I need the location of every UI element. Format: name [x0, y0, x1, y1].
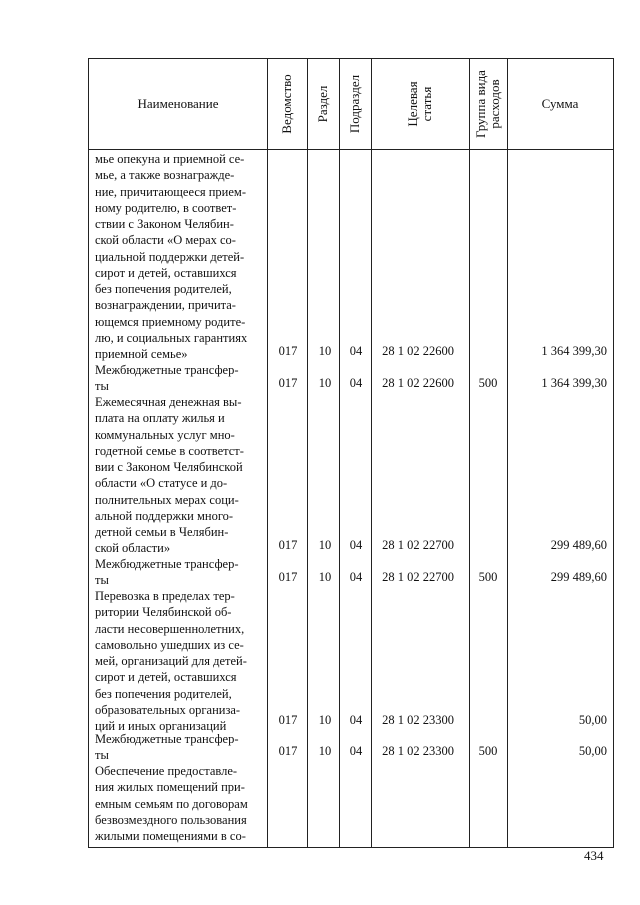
celevaya-cell: 28 1 02 22700 — [382, 570, 454, 584]
name-line: жилыми помещениями в со- — [95, 829, 246, 843]
podrazdel-cell: 04 — [349, 570, 363, 584]
column-divider — [307, 59, 308, 847]
header-name-label: Наименование — [137, 96, 219, 111]
name-line: циальной поддержки детей- — [95, 249, 245, 264]
name-line: полнительных мерах соци- — [95, 492, 239, 507]
razdel-cell: 10 — [318, 538, 332, 552]
razdel-cell: 10 — [318, 376, 332, 390]
name-line: ты — [95, 379, 109, 394]
podrazdel-cell: 04 — [349, 538, 363, 552]
name-line: Обеспечение предоставле- — [95, 764, 238, 778]
name-line: вознаграждении, причита- — [95, 298, 236, 313]
column-divider — [339, 59, 340, 847]
vedomstvo-cell: 017 — [278, 713, 298, 727]
name-line: ствии с Законом Челябин- — [95, 217, 234, 231]
header-razdel — [307, 59, 339, 149]
celevaya-cell: 28 1 02 22600 — [382, 344, 454, 358]
row-name — [95, 394, 267, 557]
name-line: вии с Законом Челябинской — [95, 460, 243, 474]
vedomstvo-cell: 017 — [278, 570, 298, 584]
vedomstvo-cell: 017 — [278, 744, 298, 758]
header-gruppa-label: Группа вида расходов — [473, 70, 502, 138]
row-name — [95, 731, 267, 764]
column-divider — [507, 59, 508, 847]
celevaya-cell: 28 1 02 23300 — [382, 713, 454, 727]
name-line: ние, причитающееся прием- — [95, 184, 246, 199]
header-gruppa — [469, 59, 507, 149]
name-line: ты — [95, 573, 109, 588]
name-line: мье, а также вознагражде- — [95, 168, 235, 183]
summa-cell: 299 489,60 — [550, 538, 607, 552]
column-divider — [371, 59, 372, 847]
column-divider — [469, 59, 470, 847]
podrazdel-cell: 04 — [349, 713, 363, 727]
gruppa-cell: 500 — [478, 570, 498, 584]
name-line: Межбюджетные трансфер- — [95, 557, 239, 571]
header-podrazdel — [339, 59, 371, 149]
name-line: детной семьи в Челябин- — [95, 525, 229, 539]
name-line: образовательных организа- — [95, 702, 241, 717]
summa-cell: 1 364 399,30 — [541, 344, 607, 358]
summa-cell: 299 489,60 — [550, 570, 607, 584]
name-line: ритории Челябинской об- — [95, 605, 232, 620]
row-name — [95, 556, 267, 589]
name-line: ния жилых помещений при- — [95, 780, 245, 795]
name-line: без попечения родителей, — [95, 282, 232, 296]
name-line: Перевозка в пределах тер- — [95, 589, 235, 603]
name-line: Межбюджетные трансфер- — [95, 363, 239, 377]
row-name — [95, 362, 267, 395]
name-line: ющемся приемному родите- — [95, 314, 246, 329]
summa-cell: 50,00 — [578, 744, 607, 758]
name-line: ской области «О мерах со- — [95, 233, 236, 248]
row-name — [95, 588, 267, 734]
name-line: ты — [95, 748, 109, 763]
header-razdel-label: Раздел — [315, 85, 330, 123]
name-line: самовольно ушедших из се- — [95, 637, 244, 652]
name-line: приемной семье» — [95, 347, 188, 361]
header-podrazdel-label: Подраздел — [347, 74, 362, 134]
razdel-cell: 10 — [318, 344, 332, 358]
header-divider — [89, 149, 613, 150]
vedomstvo-cell: 017 — [278, 344, 298, 358]
header-vedomstvo — [267, 59, 307, 149]
name-line: альной поддержки много- — [95, 508, 234, 523]
gruppa-cell: 500 — [478, 744, 498, 758]
celevaya-cell: 28 1 02 23300 — [382, 744, 454, 758]
razdel-cell: 10 — [318, 570, 332, 584]
column-divider — [267, 59, 268, 847]
summa-cell: 1 364 399,30 — [541, 376, 607, 390]
name-line: ласти несовершеннолетних, — [95, 621, 245, 636]
header-summa-label: Сумма — [541, 96, 579, 111]
podrazdel-cell: 04 — [349, 376, 363, 390]
podrazdel-cell: 04 — [349, 344, 363, 358]
name-line: безвозмездного пользования — [95, 812, 247, 827]
header-name — [89, 59, 267, 149]
name-line: Ежемесячная денежная вы- — [95, 395, 242, 409]
razdel-cell: 10 — [318, 744, 332, 758]
name-line: мей, организаций для детей- — [95, 654, 247, 668]
name-line: плата на оплату жилья и — [95, 411, 225, 426]
podrazdel-cell: 04 — [349, 744, 363, 758]
header-summa — [507, 59, 613, 149]
row-name — [95, 151, 267, 362]
name-line: ской области» — [95, 541, 171, 556]
name-line: ному родителю, в соответ- — [95, 200, 237, 215]
gruppa-cell: 500 — [478, 376, 498, 390]
name-line: годетной семье в соответст- — [95, 443, 244, 458]
name-line: сирот и детей, оставшихся — [95, 670, 237, 685]
page-number: 434 — [584, 848, 604, 863]
vedomstvo-cell: 017 — [278, 376, 298, 390]
name-line: ций и иных организаций — [95, 719, 227, 733]
razdel-cell: 10 — [318, 713, 332, 727]
name-line: коммунальных услуг мно- — [95, 427, 235, 442]
header-vedomstvo-label: Ведомство — [279, 74, 294, 134]
header-celevaya-label: Целевая статья — [405, 81, 434, 127]
name-line: емным семьям по договорам — [95, 796, 248, 811]
budget-table — [88, 58, 614, 848]
summa-cell: 50,00 — [578, 713, 607, 727]
header-celevaya — [371, 59, 469, 149]
celevaya-cell: 28 1 02 22700 — [382, 538, 454, 552]
name-line: Межбюджетные трансфер- — [95, 732, 239, 746]
name-line: мье опекуна и приемной се- — [95, 152, 245, 166]
name-line: сирот и детей, оставшихся — [95, 265, 237, 280]
name-line: лю, и социальных гарантиях — [95, 330, 248, 345]
name-line: области «О статусе и до- — [95, 476, 228, 491]
celevaya-cell: 28 1 02 22600 — [382, 376, 454, 390]
row-name — [95, 763, 267, 844]
vedomstvo-cell: 017 — [278, 538, 298, 552]
name-line: без попечения родителей, — [95, 686, 232, 701]
